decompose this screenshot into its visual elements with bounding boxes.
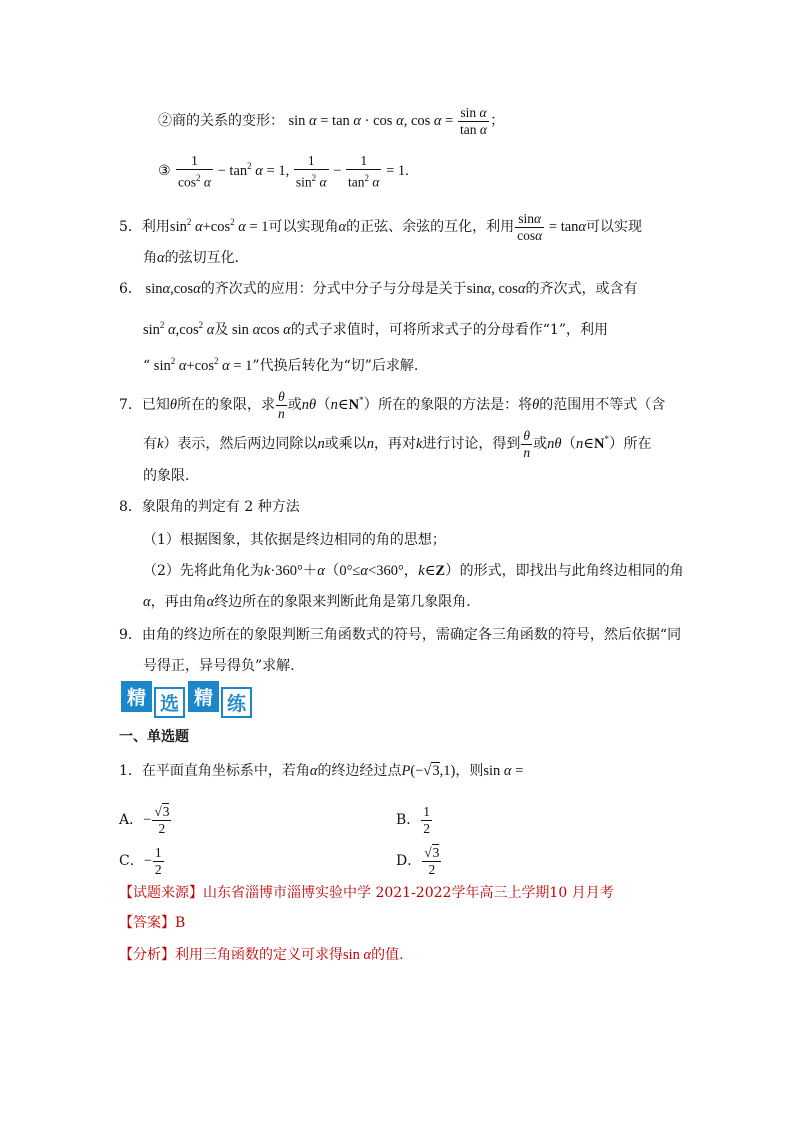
p5-formula-1: $\sin^2 \alpha+\cos^2$ α = 1 (169, 217, 269, 235)
analysis-label: 【分析】 (119, 947, 175, 963)
p5-text-b: 可以实现角 (268, 218, 339, 235)
p7-formula-2: nθ（n∈N*） (547, 434, 624, 452)
p7-n: n (317, 435, 325, 452)
p7-text-a: 已知 (141, 396, 170, 413)
p9-text-b: 号得正，异号得负”求解. (143, 658, 295, 674)
p8-text-2a: （2）先将此角化为 (143, 563, 264, 579)
p7-text-l: 的象限． (143, 468, 199, 484)
question-stem-a: 在平面直角坐标系中，若角 (141, 763, 310, 779)
p8-alpha-2: α (206, 594, 215, 610)
option-c-value: − $\frac{1}{2}$ (143, 845, 162, 877)
source-label: 【试题来源】 (119, 885, 203, 901)
option-b-value: $\frac{1}{2}$ (423, 804, 431, 836)
p6-formula-5: $\sin^2 \alpha+\cos^2$ α = 1 (150, 356, 253, 374)
question-point: P(−√3,1) (401, 763, 456, 779)
question-answer (119, 914, 185, 932)
p6-formula-2: sinα, cosα (466, 281, 526, 297)
p7-text-i: ，再对 (373, 435, 416, 452)
item-3-label: ③ (158, 163, 171, 180)
item-2-formula: sin α = tan α · cos α, cos α = $\frac{\text{sin α}}{\text{tan α}}$ ； (288, 105, 505, 137)
banner-char-4: 练 (221, 687, 252, 718)
paragraph-7-line3 (143, 467, 199, 485)
p7-text-b: 所在的象限，求 (177, 396, 276, 413)
p6-text-b: 的齐次式，或含有 (525, 281, 638, 297)
banner-char-1: 精 (121, 681, 152, 712)
p5-text-a: 利用 (141, 218, 170, 235)
p7-text-e: 的范围用不等式（含 (539, 396, 666, 413)
p7-k: k (157, 435, 164, 452)
p7-text-d: 所在的象限的方法是：将 (378, 396, 533, 413)
paragraph-9-line1 (119, 626, 681, 644)
p7-n-2: n (366, 435, 374, 452)
p6-number: 6． (119, 281, 142, 297)
option-a-label: A． (119, 811, 144, 828)
p7-theta: θ (169, 396, 178, 413)
p8-text-2d: 终边所在的象限来判断此角是第几象限角． (214, 594, 481, 610)
paragraph-6-line2 (143, 316, 608, 339)
item-2 (158, 105, 504, 138)
source-text: 山东省淄博市淄博实验中学 2021-2022学年高三上学期10 月月考 (203, 885, 614, 901)
p9-number: 9． (119, 627, 142, 643)
p6-text-e: “ (143, 357, 151, 374)
analysis-formula: sin α (343, 947, 372, 963)
option-c-label: C． (119, 852, 144, 869)
paragraph-8-line1 (119, 498, 300, 516)
p8-formula: k·360°＋α（0°≤α<360°，k∈Z） (263, 563, 460, 579)
p7-text-j: 进行讨论，得到 (422, 435, 521, 452)
option-a[interactable] (119, 804, 172, 837)
question-1-stem (119, 762, 523, 780)
p5-alpha: α (338, 218, 347, 235)
item-3 (158, 153, 409, 191)
p7-frac-2: $\frac{\theta}{n}$ (523, 428, 531, 460)
p6-formula-1: sinα,cosα (141, 281, 201, 297)
p5-number: 5． (119, 218, 142, 235)
paragraph-8-method-1 (143, 531, 446, 549)
p7-formula-1: nθ（n∈N*） (301, 395, 379, 413)
p8-text-2b: 的形式，即找出与此角终边相同的角 (459, 563, 684, 579)
p5-formula-2: $\frac{\sin\alpha}{\cos\alpha}$ = tanα (517, 211, 587, 243)
p5-text-d: 可以实现 (586, 218, 643, 235)
option-a-value: − $\frac{√3}{2}$ (143, 804, 170, 836)
p7-theta-2: θ (532, 396, 540, 413)
p7-text-f: 有 (143, 435, 157, 452)
p6-text-a: 的齐次式的应用：分式中分子与分母是关于 (200, 281, 467, 297)
p7-text-h: 或乘以 (324, 435, 367, 452)
question-analysis (119, 946, 404, 964)
p7-text-c-2: 或 (533, 435, 548, 452)
p7-text-k: 所在 (623, 435, 652, 452)
paragraph-6-line3 (143, 352, 418, 375)
answer-text: B (175, 915, 186, 931)
p8-method-1-text: （1）根据图象，其依据是终边相同的角的思想； (143, 532, 446, 548)
p6-text-d: 的式子求值时，可将所求式子的分母看作“1”，利用 (290, 321, 609, 338)
section-title: 一、单选题 (119, 729, 189, 745)
paragraph-5-line1 (119, 211, 642, 244)
item-2-label: ②商的关系的变形： (158, 112, 284, 129)
option-d[interactable] (396, 845, 442, 878)
banner-char-2: 选 (154, 687, 185, 718)
p6-formula-3: $\sin^2 \alpha,\cos^2$ α (143, 320, 215, 338)
question-target: sin α = (483, 763, 524, 779)
answer-label: 【答案】 (119, 915, 175, 931)
question-source (119, 884, 614, 902)
p9-text-a: 由角的终边所在的象限判断三角函数式的符号，需确定各三角函数的符号，然后依据“同 (141, 627, 682, 643)
p5-alpha-2: α (157, 250, 165, 266)
p7-number: 7． (119, 396, 142, 413)
paragraph-7-line2 (143, 428, 651, 461)
p8-text-a: 象限角的判定有 2 种方法 (141, 499, 300, 515)
p6-text-c: 及 (214, 321, 229, 338)
item-3-formula: $\frac{1}{\cos^2 \alpha}$ − $\tan^2 \alpha = 1$, $\frac{1}{\sin^2 \alpha}$ − $\frac{1}{\tan^2 \alpha}$ = 1. (178, 153, 409, 190)
paragraph-8-method-2-cont (143, 593, 480, 611)
analysis-text: 利用三角函数的定义可求得 (175, 947, 343, 963)
p5-text-f: 的弦切互化． (164, 250, 249, 266)
question-alpha: α (309, 763, 318, 779)
p7-text-c: 或 (287, 396, 302, 413)
banner-char-3: 精 (188, 681, 219, 712)
analysis-tail: 的值. (371, 947, 404, 963)
p8-text-2c: ，再由角 (150, 594, 207, 610)
p7-text-g: ）表示，然后两边同除以 (163, 435, 318, 452)
option-d-label: D． (396, 852, 422, 869)
paragraph-9-line2 (143, 657, 295, 675)
p7-k-2: k (415, 435, 423, 452)
question-number: 1． (119, 763, 142, 779)
option-c[interactable] (119, 845, 165, 878)
p7-frac-1: $\frac{\theta}{n}$ (278, 389, 285, 421)
question-stem-c: ，则 (455, 763, 484, 779)
paragraph-6-line1 (119, 280, 637, 298)
paragraph-5-line2 (143, 249, 249, 267)
p8-alpha: α (143, 594, 151, 610)
option-b[interactable] (396, 804, 433, 837)
option-b-label: B． (396, 811, 421, 828)
paragraph-8-method-2 (143, 562, 684, 580)
paragraph-7-line1 (119, 389, 665, 422)
question-stem-b: 的终边经过点 (317, 763, 402, 779)
p8-number: 8． (119, 499, 142, 515)
p6-formula-4: sin αcos α (228, 321, 291, 338)
p6-text-f: ”代换后转化为“切”后求解. (252, 357, 419, 374)
option-d-value: $\frac{√3}{2}$ (424, 845, 440, 877)
p5-text-e: 角 (143, 250, 157, 266)
p5-text-c: 的正弦、余弦的互化，利用 (346, 218, 515, 235)
